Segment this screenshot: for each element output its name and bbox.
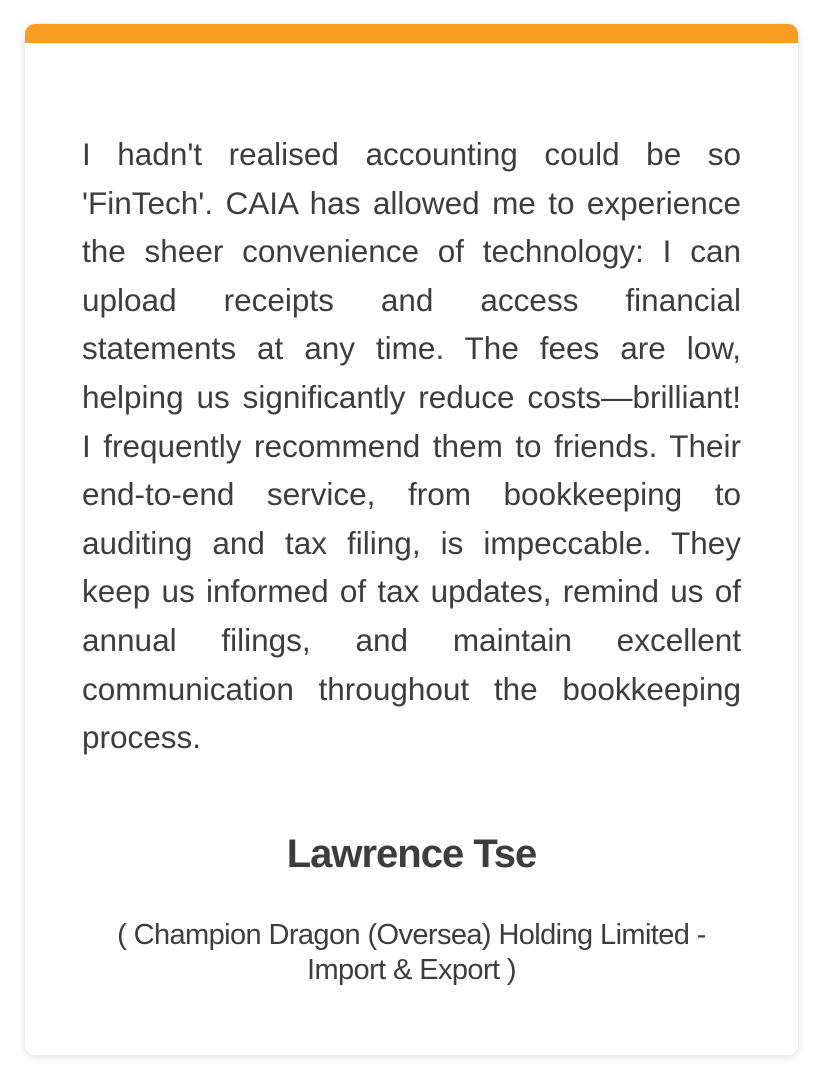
- author-name: Lawrence Tse: [286, 832, 537, 876]
- testimonial-card: [25, 24, 798, 1055]
- card-accent-bar: [25, 24, 798, 43]
- author-company: ( Champion Dragon (Oversea) Holding Limited - Import & Export ): [117, 919, 706, 986]
- testimonial-quote: I hadn't realised accounting could be so 'FinTech'. CAIA has allowed me to experience the sheer convenience of technology: I can upload receipts and access financial statements at any time. The fees are low, helping us significantly reduce costs—brilliant! I frequently recommend them to friends. Their end-to-end service, from bookkeeping to auditing and tax filing, is impeccable. They keep us informed of tax updates, remind us of annual filings, and maintain excellent communication throughout the bookkeeping process.: [82, 136, 741, 756]
